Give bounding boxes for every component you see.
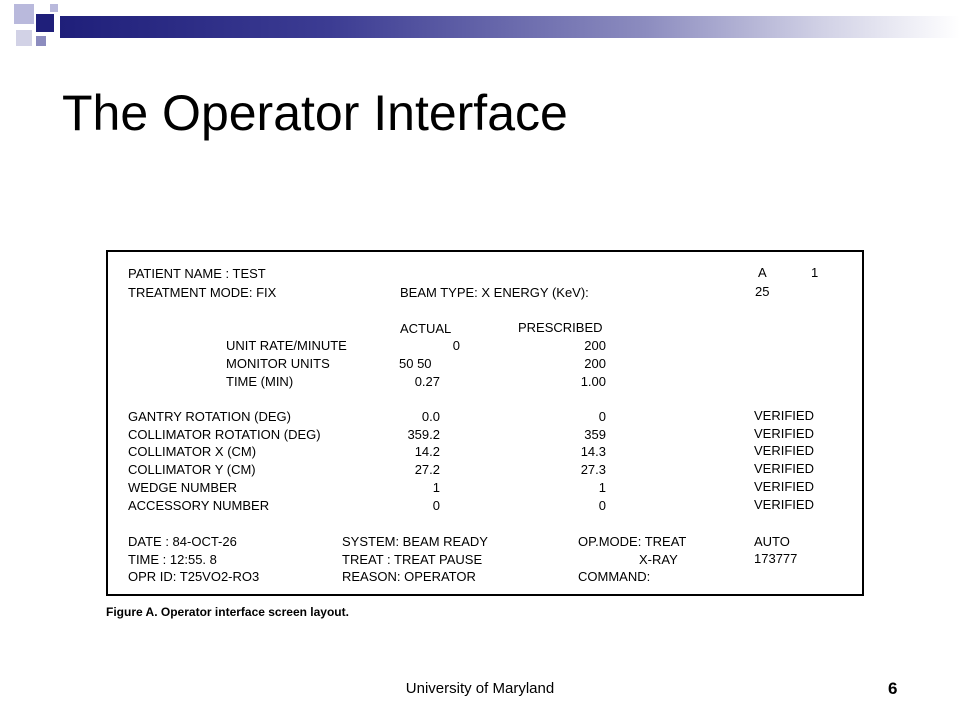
- row-prescribed: 1: [598, 480, 606, 495]
- time-readout: TIME : 12:55. 8: [128, 552, 217, 567]
- header-square-small: [36, 36, 46, 46]
- col-prescribed: PRESCRIBED: [518, 320, 603, 335]
- row-actual: 14.2: [414, 444, 440, 459]
- header-square-tiny: [50, 4, 58, 12]
- header-gradient-band: [60, 16, 960, 38]
- row-prescribed: 0: [598, 498, 606, 513]
- treatment-mode: TREATMENT MODE: FIX: [128, 285, 277, 300]
- treat-status: TREAT : TREAT PAUSE: [342, 552, 483, 567]
- row-label: MONITOR UNITS: [226, 356, 330, 371]
- row-prescribed: 14.3: [580, 444, 606, 459]
- row-prescribed: 0: [598, 409, 606, 424]
- row-prescribed: 359: [584, 427, 606, 442]
- patient-name: PATIENT NAME : TEST: [128, 266, 266, 281]
- row-status: VERIFIED: [754, 497, 814, 512]
- xray-mode: X-RAY: [639, 552, 678, 567]
- row-actual: 0: [432, 498, 440, 513]
- header-square-light-2: [16, 30, 32, 46]
- row-prescribed: 27.3: [580, 462, 606, 477]
- energy-value: 25: [755, 284, 770, 299]
- row-status: VERIFIED: [754, 461, 814, 476]
- row-status: VERIFIED: [754, 426, 814, 441]
- row-actual: 27.2: [414, 462, 440, 477]
- reason-status: REASON: OPERATOR: [342, 569, 476, 584]
- code-value: 173777: [754, 551, 798, 566]
- row-label: UNIT RATE/MINUTE: [226, 338, 347, 353]
- row-status: VERIFIED: [754, 479, 814, 494]
- page-number: 6: [888, 679, 898, 698]
- col-actual: ACTUAL: [400, 321, 452, 336]
- row-actual: 359.2: [407, 427, 440, 442]
- row-actual: 50 50: [399, 356, 432, 371]
- row-prescribed: 200: [584, 338, 606, 353]
- row-actual: 0.0: [421, 409, 440, 424]
- row-actual: 1: [432, 480, 440, 495]
- op-mode: OP.MODE: TREAT: [578, 534, 687, 549]
- indicator-a: A: [758, 265, 767, 280]
- footer-text: University of Maryland: [405, 680, 555, 697]
- row-label: COLLIMATOR ROTATION (DEG): [128, 427, 321, 442]
- row-label: ACCESSORY NUMBER: [128, 498, 270, 513]
- row-label: GANTRY ROTATION (DEG): [128, 409, 291, 424]
- row-prescribed: 1.00: [580, 374, 606, 389]
- row-actual: 0: [452, 338, 460, 353]
- row-status: VERIFIED: [754, 408, 814, 423]
- indicator-1: 1: [811, 265, 819, 280]
- header-square-light: [14, 4, 34, 24]
- row-actual: 0.27: [414, 374, 440, 389]
- slide-title: The Operator Interface: [62, 85, 568, 141]
- system-status: SYSTEM: BEAM READY: [342, 534, 488, 549]
- row-label: COLLIMATOR Y (CM): [128, 462, 256, 477]
- row-prescribed: 200: [584, 356, 606, 371]
- beam-type: BEAM TYPE: X ENERGY (KeV):: [400, 285, 589, 300]
- row-label: TIME (MIN): [226, 374, 294, 389]
- auto-mode: AUTO: [754, 534, 790, 549]
- row-label: COLLIMATOR X (CM): [128, 444, 257, 459]
- row-status: VERIFIED: [754, 443, 814, 458]
- header-square-dark: [36, 14, 54, 32]
- operator-id: OPR ID: T25VO2-RO3: [128, 569, 260, 584]
- command-prompt: COMMAND:: [578, 569, 651, 584]
- date-readout: DATE : 84-OCT-26: [128, 534, 237, 549]
- row-label: WEDGE NUMBER: [128, 480, 238, 495]
- figure-caption: Figure A. Operator interface screen layout.: [106, 605, 349, 619]
- operator-screen-figure: [106, 250, 864, 596]
